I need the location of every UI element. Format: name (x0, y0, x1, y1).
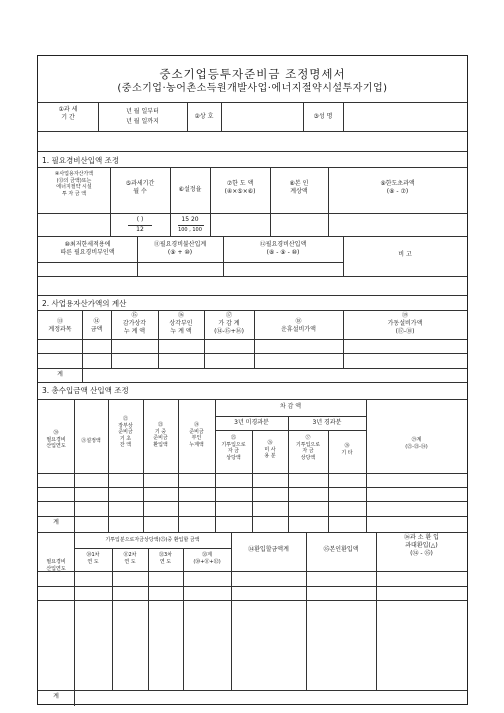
period-months-header: ⑤과세기간 월 수 (125, 180, 155, 195)
amount-header: ⑭ 금액 (90, 318, 103, 333)
depreciation-header: ⑮ 감가상각 누 계 액 (122, 312, 147, 335)
f27-header: ㉗ 기투입으로 자 금 상당액 (295, 435, 321, 461)
months-paren[interactable]: ( ) (136, 216, 144, 223)
name-value[interactable] (344, 103, 466, 130)
lower-group-header: 기투입분으로자금상당액(㉕)중 환입할 금액 (105, 537, 200, 543)
year2-header: ㉛2차 연 도 (123, 552, 137, 565)
section3-heading: 3. 총수입금액 산입액 조정 (42, 386, 129, 395)
months-base: 12 (136, 226, 144, 233)
booked-header: ⑧본 인 계상액 (289, 180, 309, 195)
idle-asset-header: ⑱ 운휴설비가액 (281, 318, 316, 333)
rate-bottom: 100 , 100 (178, 227, 202, 233)
company-label: ②상 호 (194, 113, 214, 120)
under-3yr-header: 3년 미경과분 (234, 419, 269, 426)
reversal-diff-header: ㊱과 소 환 입 과대환입(△) (㉞ - ㉟) (404, 534, 439, 557)
period-to: 년 월 일까지 (126, 118, 159, 125)
lower-sum-header: ㉝계 (㉚+㉛+㉜) (193, 552, 221, 565)
f28-header: ㉘ 기 타 (341, 443, 353, 456)
period-label: ①과 세 기 간 (58, 106, 78, 121)
non-deductible-header: ⑪필요경비불산입계 (⑨ + ⑩) (153, 241, 207, 256)
lower-expense-year-header: 필요경비 산입연도 (46, 559, 66, 572)
expense-year-header: ⑳ 필요경비 산입연도 (46, 430, 66, 449)
form-title: 중소기업등투자준비금 조정명세서 (159, 67, 346, 81)
limit-header: ⑦한 도 액 (④×⑤×⑥) (224, 180, 256, 195)
over-3yr-header: 3년 경과분 (312, 419, 342, 426)
denied-total-header: ㉔ 준비금 부인 누계액 (189, 422, 204, 448)
min-tax-header: ⑩최저한세적용에 따른 필요경비부인액 (60, 241, 115, 256)
operating-asset-header: ⑲ 가동설비가액 (⑰-⑱) (387, 312, 423, 335)
company-value[interactable] (222, 103, 302, 130)
reversal-header: ㉓ 기 중 준비금 환입액 (153, 422, 168, 448)
investment-amount-header: ④사업용자산가액 (⑬의 금액)또는 에너지절약 시설 투 자 금 액 (54, 171, 94, 197)
excess-header: ⑨한도초과액 (⑧ - ⑦) (380, 180, 415, 195)
f29-header: ㉙계 (㉒-㉓-㉔) (405, 437, 428, 450)
remarks-header: 비 고 (398, 251, 412, 258)
period-from: 년 월 일부터 (126, 108, 159, 115)
section2-total-label: 계 (57, 371, 63, 378)
amortization-header: ⑯ 상각부인 누 계 액 (169, 312, 193, 335)
f25-header: ㉕ 기투입으로 자 금 상당액 (221, 435, 246, 461)
year1-header: ㉚1차 연 도 (86, 552, 100, 565)
rate-top: 15 20 (181, 216, 199, 223)
reversal-total-header: ㉞환입할금액계 (248, 546, 289, 553)
year3-header: ㉜3차 연 도 (158, 552, 172, 565)
form-sheet (37, 55, 468, 705)
form-subtitle: (중소기업·농어촌소득원개발사업·에너지절약시설투자기업) (117, 83, 388, 94)
lower-total-label: 계 (53, 693, 59, 700)
set-amount-header: ㉑설정액 (81, 438, 101, 444)
section2-heading: 2. 사업용자산가액의 계산 (42, 299, 127, 308)
name-label: ③성 명 (313, 113, 333, 120)
account-header: ⑬ 계정과목 (48, 318, 72, 333)
rate-header: ⑥설정율 (178, 186, 202, 193)
net-header: ⑰ 가 감 계 (⑭-⑮+⑯) (214, 312, 244, 335)
section1-heading: 1. 필요경비산입액 조정 (42, 156, 120, 165)
deductible-header: ⑫필요경비산입액 (⑧ - ⑨ - ⑩) (259, 241, 307, 256)
book-balance-header: ㉒ 장부상 준비금 기 초 잔 액 (118, 416, 133, 448)
self-reversal-header: ㉟본인환입액 (323, 546, 359, 553)
deduction-group-header: 차 감 액 (279, 403, 302, 410)
f26-header: ㉖ 미 사 용 분 (264, 440, 276, 459)
section3-total-label: 계 (53, 519, 59, 526)
